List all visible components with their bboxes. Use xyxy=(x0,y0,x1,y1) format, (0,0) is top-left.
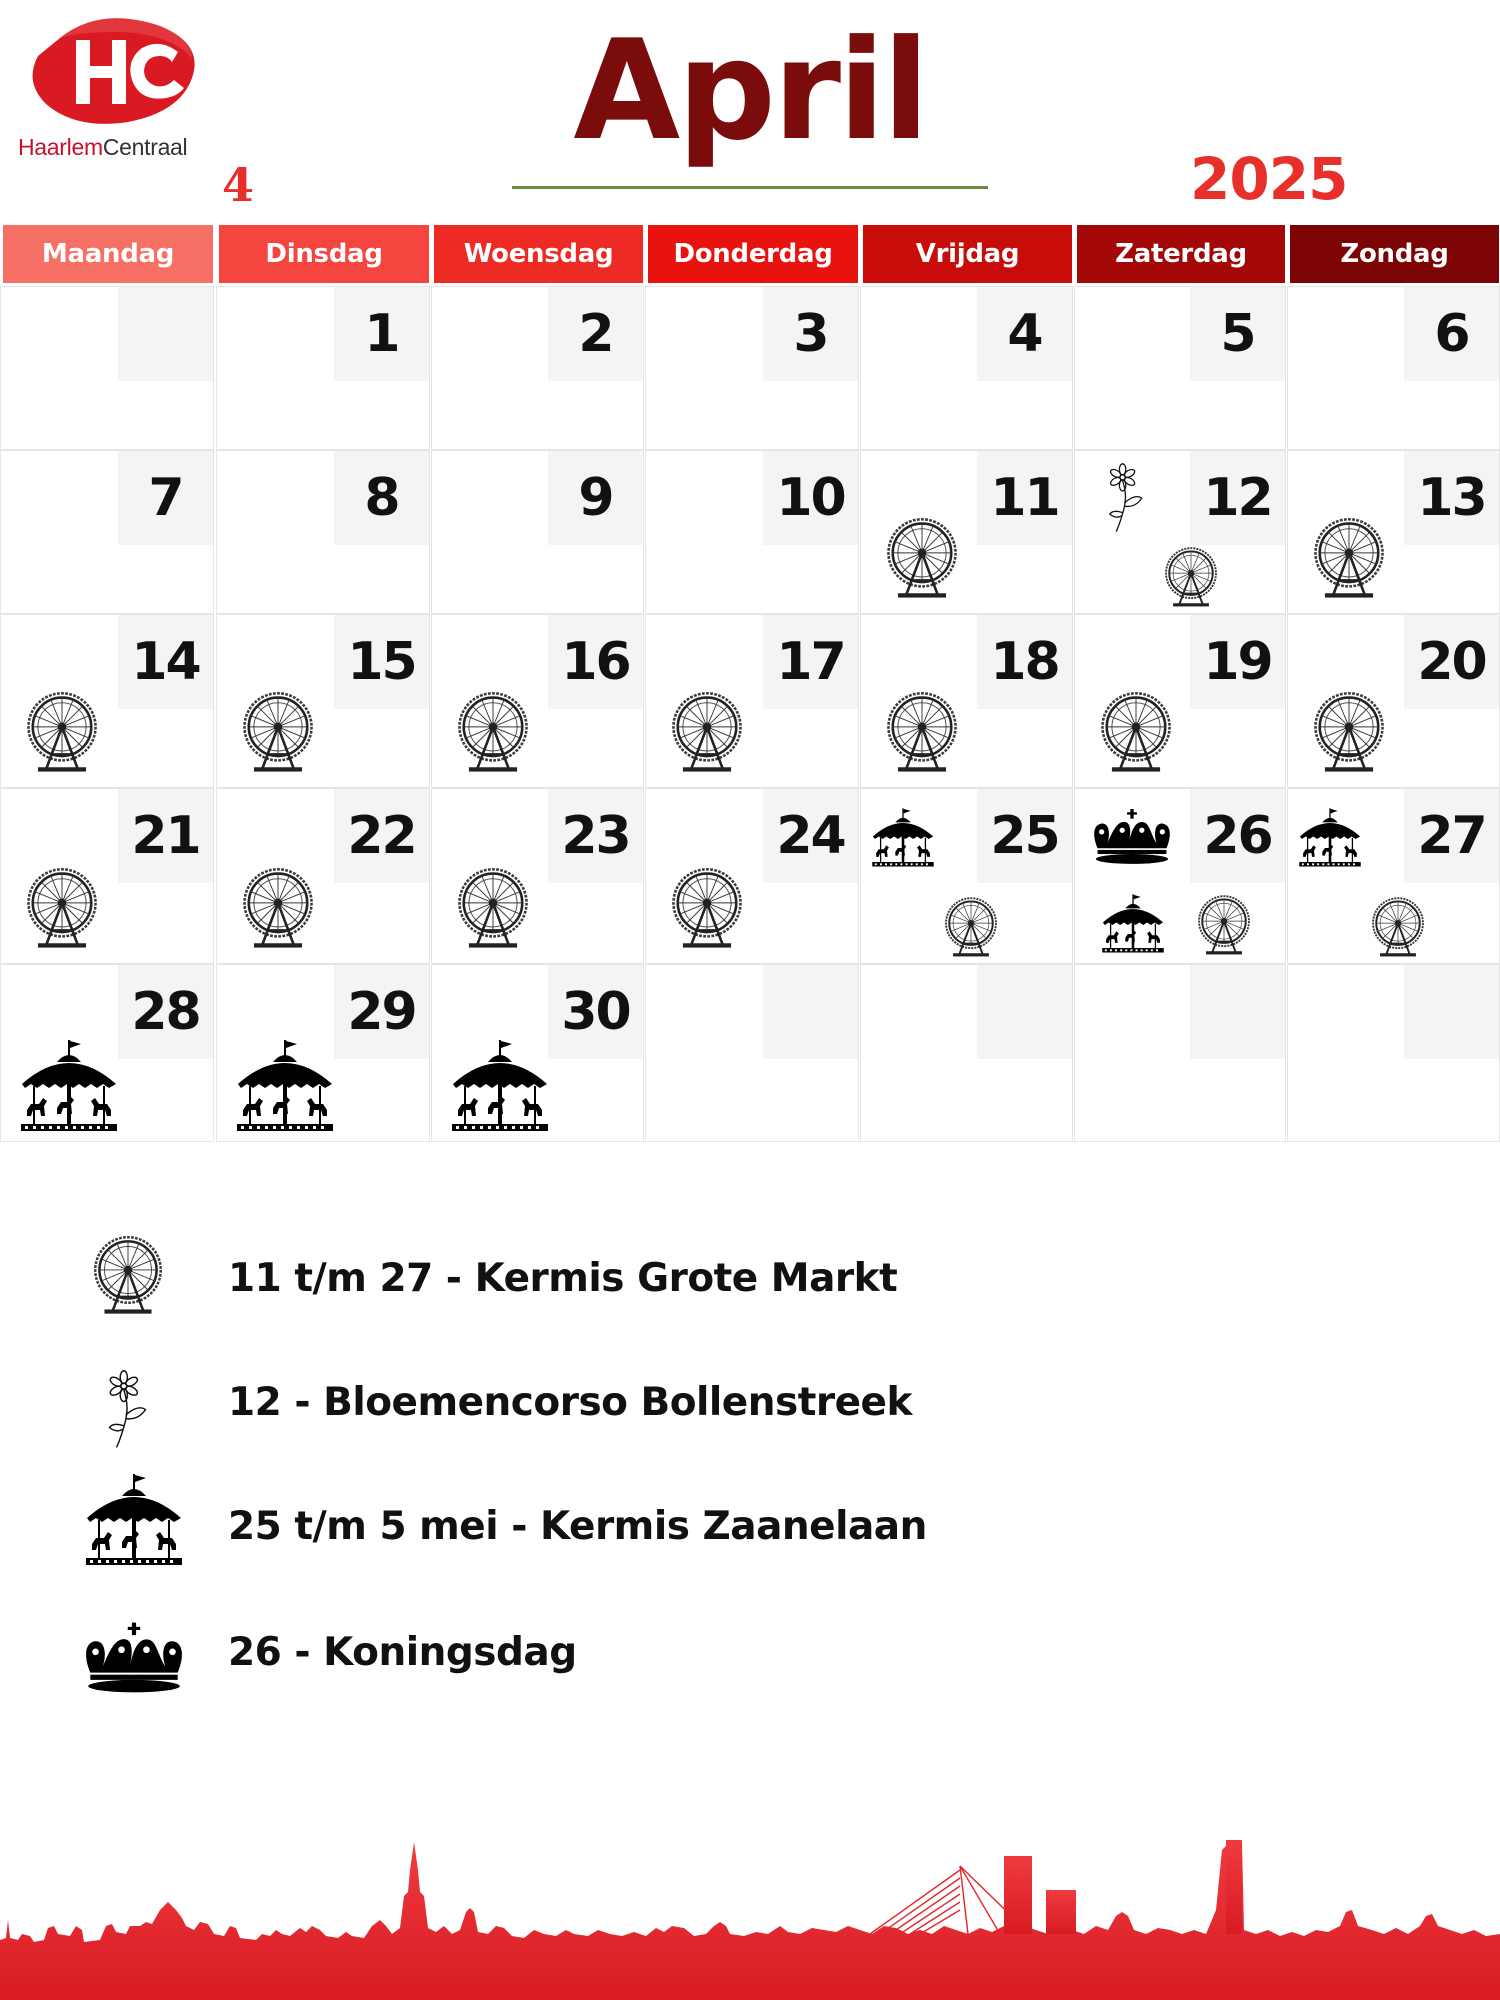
month-number: 4 xyxy=(222,158,255,212)
day-number: 11 xyxy=(990,468,1059,528)
day-cell-8 xyxy=(216,450,430,614)
ferris-wheel-icon xyxy=(450,865,536,951)
ferris-wheel-icon xyxy=(1159,545,1223,609)
day-cell-24 xyxy=(645,788,859,964)
day-number: 29 xyxy=(347,982,416,1042)
day-cell-19 xyxy=(1074,614,1286,788)
day-cell-28 xyxy=(0,964,214,1142)
day-number: 13 xyxy=(1417,468,1486,528)
day-number: 22 xyxy=(347,806,416,866)
day-cell-30 xyxy=(431,964,644,1142)
day-cell-26 xyxy=(1074,788,1286,964)
carousel-icon xyxy=(450,1038,550,1138)
legend-text: 12 - Bloemencorso Bollenstreek xyxy=(228,1380,912,1425)
day-cell-13 xyxy=(1287,450,1500,614)
title-underline xyxy=(512,186,988,189)
day-number: 7 xyxy=(148,468,183,528)
calendar-grid xyxy=(0,286,1500,1142)
ferris-wheel-icon xyxy=(664,689,750,775)
day-cell-23 xyxy=(431,788,644,964)
day-cell-12 xyxy=(1074,450,1286,614)
city-skyline xyxy=(0,1830,1500,2000)
day-number-box xyxy=(1404,965,1499,1059)
day-cell-25 xyxy=(860,788,1073,964)
ferris-wheel-icon xyxy=(1306,515,1392,601)
empty-day-cell xyxy=(645,964,859,1142)
crown-icon xyxy=(1091,807,1173,865)
ferris-wheel-icon xyxy=(879,515,965,601)
weekday-header-row xyxy=(0,222,1500,286)
day-number: 15 xyxy=(347,632,416,692)
day-number: 10 xyxy=(776,468,845,528)
day-number: 24 xyxy=(776,806,845,866)
day-cell-4 xyxy=(860,286,1073,450)
ferris-wheel-icon xyxy=(235,865,321,951)
weekday-header-maandag: Maandag xyxy=(3,225,213,283)
day-number: 17 xyxy=(776,632,845,692)
crown-icon xyxy=(82,1620,186,1694)
day-number: 19 xyxy=(1203,632,1272,692)
legend-text: 11 t/m 27 - Kermis Grote Markt xyxy=(228,1256,898,1301)
day-number-box xyxy=(977,965,1072,1059)
day-cell-21 xyxy=(0,788,214,964)
logo-wordmark: HaarlemCentraal xyxy=(18,134,188,160)
ferris-wheel-icon xyxy=(1093,689,1179,775)
day-number: 9 xyxy=(578,468,613,528)
day-cell-10 xyxy=(645,450,859,614)
empty-day-cell xyxy=(860,964,1073,1142)
legend-text: 26 - Koningsdag xyxy=(228,1630,577,1675)
ferris-wheel-icon xyxy=(86,1226,170,1324)
day-number: 1 xyxy=(364,304,399,364)
ferris-wheel-icon xyxy=(19,689,105,775)
empty-day-cell xyxy=(0,286,214,450)
day-number: 25 xyxy=(990,806,1059,866)
flower-icon xyxy=(104,1370,158,1460)
day-cell-17 xyxy=(645,614,859,788)
day-number: 14 xyxy=(131,632,200,692)
day-cell-3 xyxy=(645,286,859,450)
empty-day-cell xyxy=(1074,964,1286,1142)
day-number: 18 xyxy=(990,632,1059,692)
day-number: 28 xyxy=(131,982,200,1042)
day-cell-2 xyxy=(431,286,644,450)
day-number-box xyxy=(763,965,858,1059)
weekday-header-vrijdag: Vrijdag xyxy=(863,225,1072,283)
day-number: 23 xyxy=(561,806,630,866)
ferris-wheel-icon xyxy=(235,689,321,775)
day-number-box xyxy=(1190,965,1285,1059)
day-number: 6 xyxy=(1434,304,1469,364)
day-cell-11 xyxy=(860,450,1073,614)
day-number: 20 xyxy=(1417,632,1486,692)
day-number: 21 xyxy=(131,806,200,866)
day-cell-15 xyxy=(216,614,430,788)
day-cell-22 xyxy=(216,788,430,964)
weekday-header-zaterdag: Zaterdag xyxy=(1077,225,1285,283)
month-title: April xyxy=(573,10,927,171)
day-number: 4 xyxy=(1007,304,1042,364)
empty-day-cell xyxy=(1287,964,1500,1142)
ferris-wheel-icon xyxy=(19,865,105,951)
weekday-header-woensdag: Woensdag xyxy=(434,225,643,283)
carousel-icon xyxy=(235,1038,335,1138)
day-number: 8 xyxy=(364,468,399,528)
day-cell-20 xyxy=(1287,614,1500,788)
ferris-wheel-icon xyxy=(1306,689,1392,775)
legend-text: 25 t/m 5 mei - Kermis Zaanelaan xyxy=(228,1504,927,1549)
carousel-icon xyxy=(84,1472,184,1572)
day-cell-6 xyxy=(1287,286,1500,450)
day-cell-14 xyxy=(0,614,214,788)
day-cell-27 xyxy=(1287,788,1500,964)
flower-icon xyxy=(1105,463,1153,543)
day-number: 26 xyxy=(1203,806,1272,866)
day-cell-18 xyxy=(860,614,1073,788)
carousel-icon xyxy=(1101,893,1165,957)
day-number: 5 xyxy=(1220,304,1255,364)
ferris-wheel-icon xyxy=(939,895,1003,959)
carousel-icon xyxy=(1298,807,1362,871)
ferris-wheel-icon xyxy=(1192,893,1256,957)
day-number: 27 xyxy=(1417,806,1486,866)
carousel-icon xyxy=(871,807,935,871)
ferris-wheel-icon xyxy=(879,689,965,775)
day-cell-9 xyxy=(431,450,644,614)
day-number-box xyxy=(118,287,213,381)
weekday-header-dinsdag: Dinsdag xyxy=(219,225,429,283)
ferris-wheel-icon xyxy=(664,865,750,951)
day-cell-1 xyxy=(216,286,430,450)
day-number: 2 xyxy=(578,304,613,364)
weekday-header-donderdag: Donderdag xyxy=(648,225,858,283)
day-number: 30 xyxy=(561,982,630,1042)
ferris-wheel-icon xyxy=(1366,895,1430,959)
day-cell-7 xyxy=(0,450,214,614)
weekday-header-zondag: Zondag xyxy=(1290,225,1499,283)
carousel-icon xyxy=(19,1038,119,1138)
day-number: 16 xyxy=(561,632,630,692)
day-cell-29 xyxy=(216,964,430,1142)
ferris-wheel-icon xyxy=(450,689,536,775)
year-label: 2025 xyxy=(1190,145,1348,213)
day-cell-5 xyxy=(1074,286,1286,450)
day-cell-16 xyxy=(431,614,644,788)
day-number: 3 xyxy=(793,304,828,364)
day-number: 12 xyxy=(1203,468,1272,528)
